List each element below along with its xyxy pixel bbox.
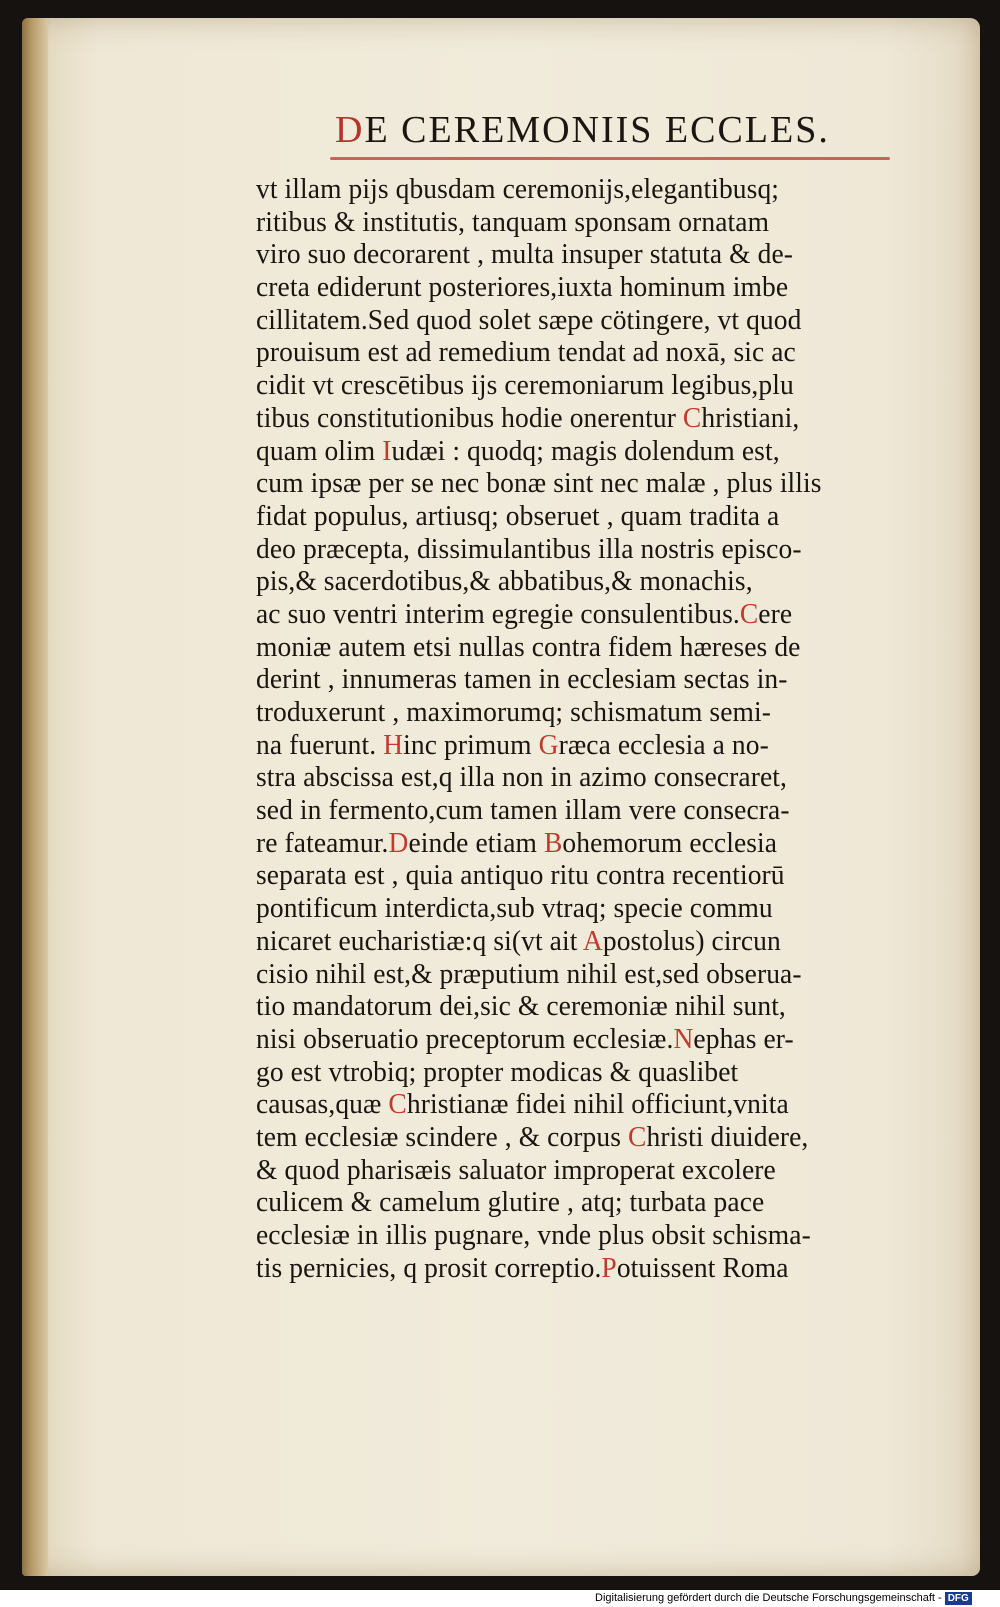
text-run: hristi diuidere, xyxy=(646,1121,809,1153)
text-line xyxy=(256,1187,924,1220)
rubricated-initial: G xyxy=(538,729,559,761)
text-run: tibus constitutionibus hodie onerentur xyxy=(256,402,683,434)
text-line xyxy=(256,370,924,403)
text-line xyxy=(256,664,924,697)
text-run: derint , innumeras tamen in ecclesiam sectas in- xyxy=(256,664,788,696)
text-run: re fateamur. xyxy=(256,827,389,859)
text-line xyxy=(256,860,924,893)
text-line xyxy=(256,501,924,534)
text-run: ohemorum ecclesia xyxy=(562,827,778,859)
rubricated-initial: B xyxy=(543,827,563,859)
text-run: udæi : quodq; magis dolendum est, xyxy=(391,435,780,467)
text-run: hristiani, xyxy=(701,402,800,434)
text-run: nisi obseruatio preceptorum ecclesiæ. xyxy=(256,1023,674,1055)
text-run: tio mandatorum dei,sic & ceremoniæ nihil sunt, xyxy=(256,991,786,1023)
text-line xyxy=(256,1089,924,1122)
text-run: troduxerunt , maximorumq; schismatum semi- xyxy=(256,697,772,728)
page-gutter xyxy=(22,18,48,1576)
rubricated-initial: I xyxy=(382,435,392,467)
rubricated-initial: P xyxy=(601,1252,617,1284)
text-run: tis pernicies, q prosit correptio. xyxy=(256,1252,602,1284)
text-line xyxy=(256,566,924,599)
text-run: fidat populus, artiusq; obseruet , quam tradita a xyxy=(256,500,780,532)
text-run: pontificum interdicta,sub vtraq; specie commu xyxy=(256,893,773,925)
text-line xyxy=(256,1220,924,1253)
footer-credit xyxy=(595,1589,972,1607)
text-run: ac suo ventri interim egregie consulentibus. xyxy=(256,598,740,630)
text-run: cisio nihil est,& præputium nihil est,sed obserua- xyxy=(256,958,802,990)
text-line xyxy=(256,272,924,305)
text-line xyxy=(256,632,924,665)
text-run: postolus) circun xyxy=(602,925,781,957)
text-run: pis,& sacerdotibus,& abbatibus,& monachis, xyxy=(256,566,753,598)
rubricated-initial: D xyxy=(388,827,409,859)
text-line xyxy=(256,893,924,926)
text-run: inc primum xyxy=(403,729,539,761)
text-run: sed in fermento,cum tamen illam vere consecra- xyxy=(256,795,790,827)
text-line xyxy=(256,762,924,795)
dfg-logo: DFG xyxy=(945,1592,972,1605)
text-run: otuissent Roma xyxy=(616,1252,789,1284)
text-line xyxy=(256,436,924,469)
rubricated-initial: N xyxy=(673,1023,694,1055)
rubricated-initial: C xyxy=(388,1089,407,1121)
text-line xyxy=(256,337,924,370)
text-line xyxy=(256,697,924,730)
text-line xyxy=(256,795,924,828)
rubricated-initial: H xyxy=(383,729,404,761)
text-line xyxy=(256,305,924,338)
text-run: prouisum est ad remedium tendat ad noxā, sic ac xyxy=(256,337,796,369)
text-run: na fuerunt. xyxy=(256,729,384,761)
text-line xyxy=(256,1253,924,1286)
text-run: cillitatem.Sed quod solet sæpe cötingere, vt quod xyxy=(256,304,802,336)
rubricated-initial: C xyxy=(739,598,759,630)
text-line xyxy=(256,599,924,632)
text-line xyxy=(256,828,924,861)
text-run: & quod pharisæis saluator improperat excolere xyxy=(256,1154,776,1186)
text-run: cum ipsæ per se nec bonæ sint nec malæ , plus illis xyxy=(256,468,822,500)
header-underline xyxy=(330,157,890,160)
text-run: tem ecclesiæ scindere , & corpus xyxy=(256,1121,629,1153)
text-run: moniæ autem etsi nullas contra fidem hæreses de xyxy=(256,631,801,663)
rubricated-initial: A xyxy=(582,925,603,957)
text-line xyxy=(256,534,924,567)
text-run: ecclesiæ in illis pugnare, vnde plus obsit schisma- xyxy=(256,1220,811,1251)
text-line xyxy=(256,991,924,1024)
text-run: viro suo decorarent , multa insuper statuta & de- xyxy=(256,239,794,271)
text-line xyxy=(256,468,924,501)
text-run: separata est , quia antiquo ritu contra recentiorū xyxy=(256,860,785,892)
text-run: nicaret eucharistiæ:q si(vt ait xyxy=(256,925,583,957)
text-run: causas,quæ xyxy=(256,1089,389,1121)
text-line xyxy=(256,926,924,959)
text-line xyxy=(256,1057,924,1090)
rubricated-initial: C xyxy=(628,1121,647,1153)
text-line xyxy=(256,1155,924,1188)
body-text xyxy=(256,174,936,1285)
rubricated-initial: C xyxy=(682,402,702,434)
text-run: ræca ecclesia a no- xyxy=(558,729,769,761)
text-run: culicem & camelum glutire , atq; turbata pace xyxy=(256,1187,765,1219)
text-run: deo præcepta, dissimulantibus illa nostris episco- xyxy=(256,533,802,565)
text-run: quam olim xyxy=(256,435,383,467)
text-line xyxy=(256,730,924,763)
text-line xyxy=(256,959,924,992)
text-run: ere xyxy=(758,598,793,630)
text-line xyxy=(256,1024,924,1057)
text-run: vt illam pijs qbusdam ceremonijs,elegantibusq; xyxy=(256,174,780,205)
running-header xyxy=(335,108,935,162)
footer-credit-text: Digitalisierung gefördert durch die Deutsche Forschungsgemeinschaft - xyxy=(595,1592,942,1604)
text-line xyxy=(256,239,924,272)
text-run: einde etiam xyxy=(408,827,544,859)
text-run: cidit vt crescētibus ijs ceremoniarum legibus,plu xyxy=(256,370,794,402)
text-run: creta ediderunt posteriores,iuxta hominum imbe xyxy=(256,272,789,304)
text-line xyxy=(256,403,924,436)
text-line xyxy=(256,207,924,240)
text-line xyxy=(256,1122,924,1155)
text-line xyxy=(256,174,924,207)
text-run: hristianæ fidei nihil officiunt,vnita xyxy=(406,1089,789,1121)
header-text: E CEREMONIIS ECCLES. xyxy=(364,109,830,151)
header-initial: D xyxy=(335,109,365,151)
text-run: go est vtrobiq; propter modicas & quaslibet xyxy=(256,1056,739,1088)
text-run: ritibus & institutis, tanquam sponsam ornatam xyxy=(256,206,770,238)
text-run: stra abscissa est,q illa non in azimo consecraret, xyxy=(256,762,787,794)
text-run: ephas er- xyxy=(693,1023,794,1055)
